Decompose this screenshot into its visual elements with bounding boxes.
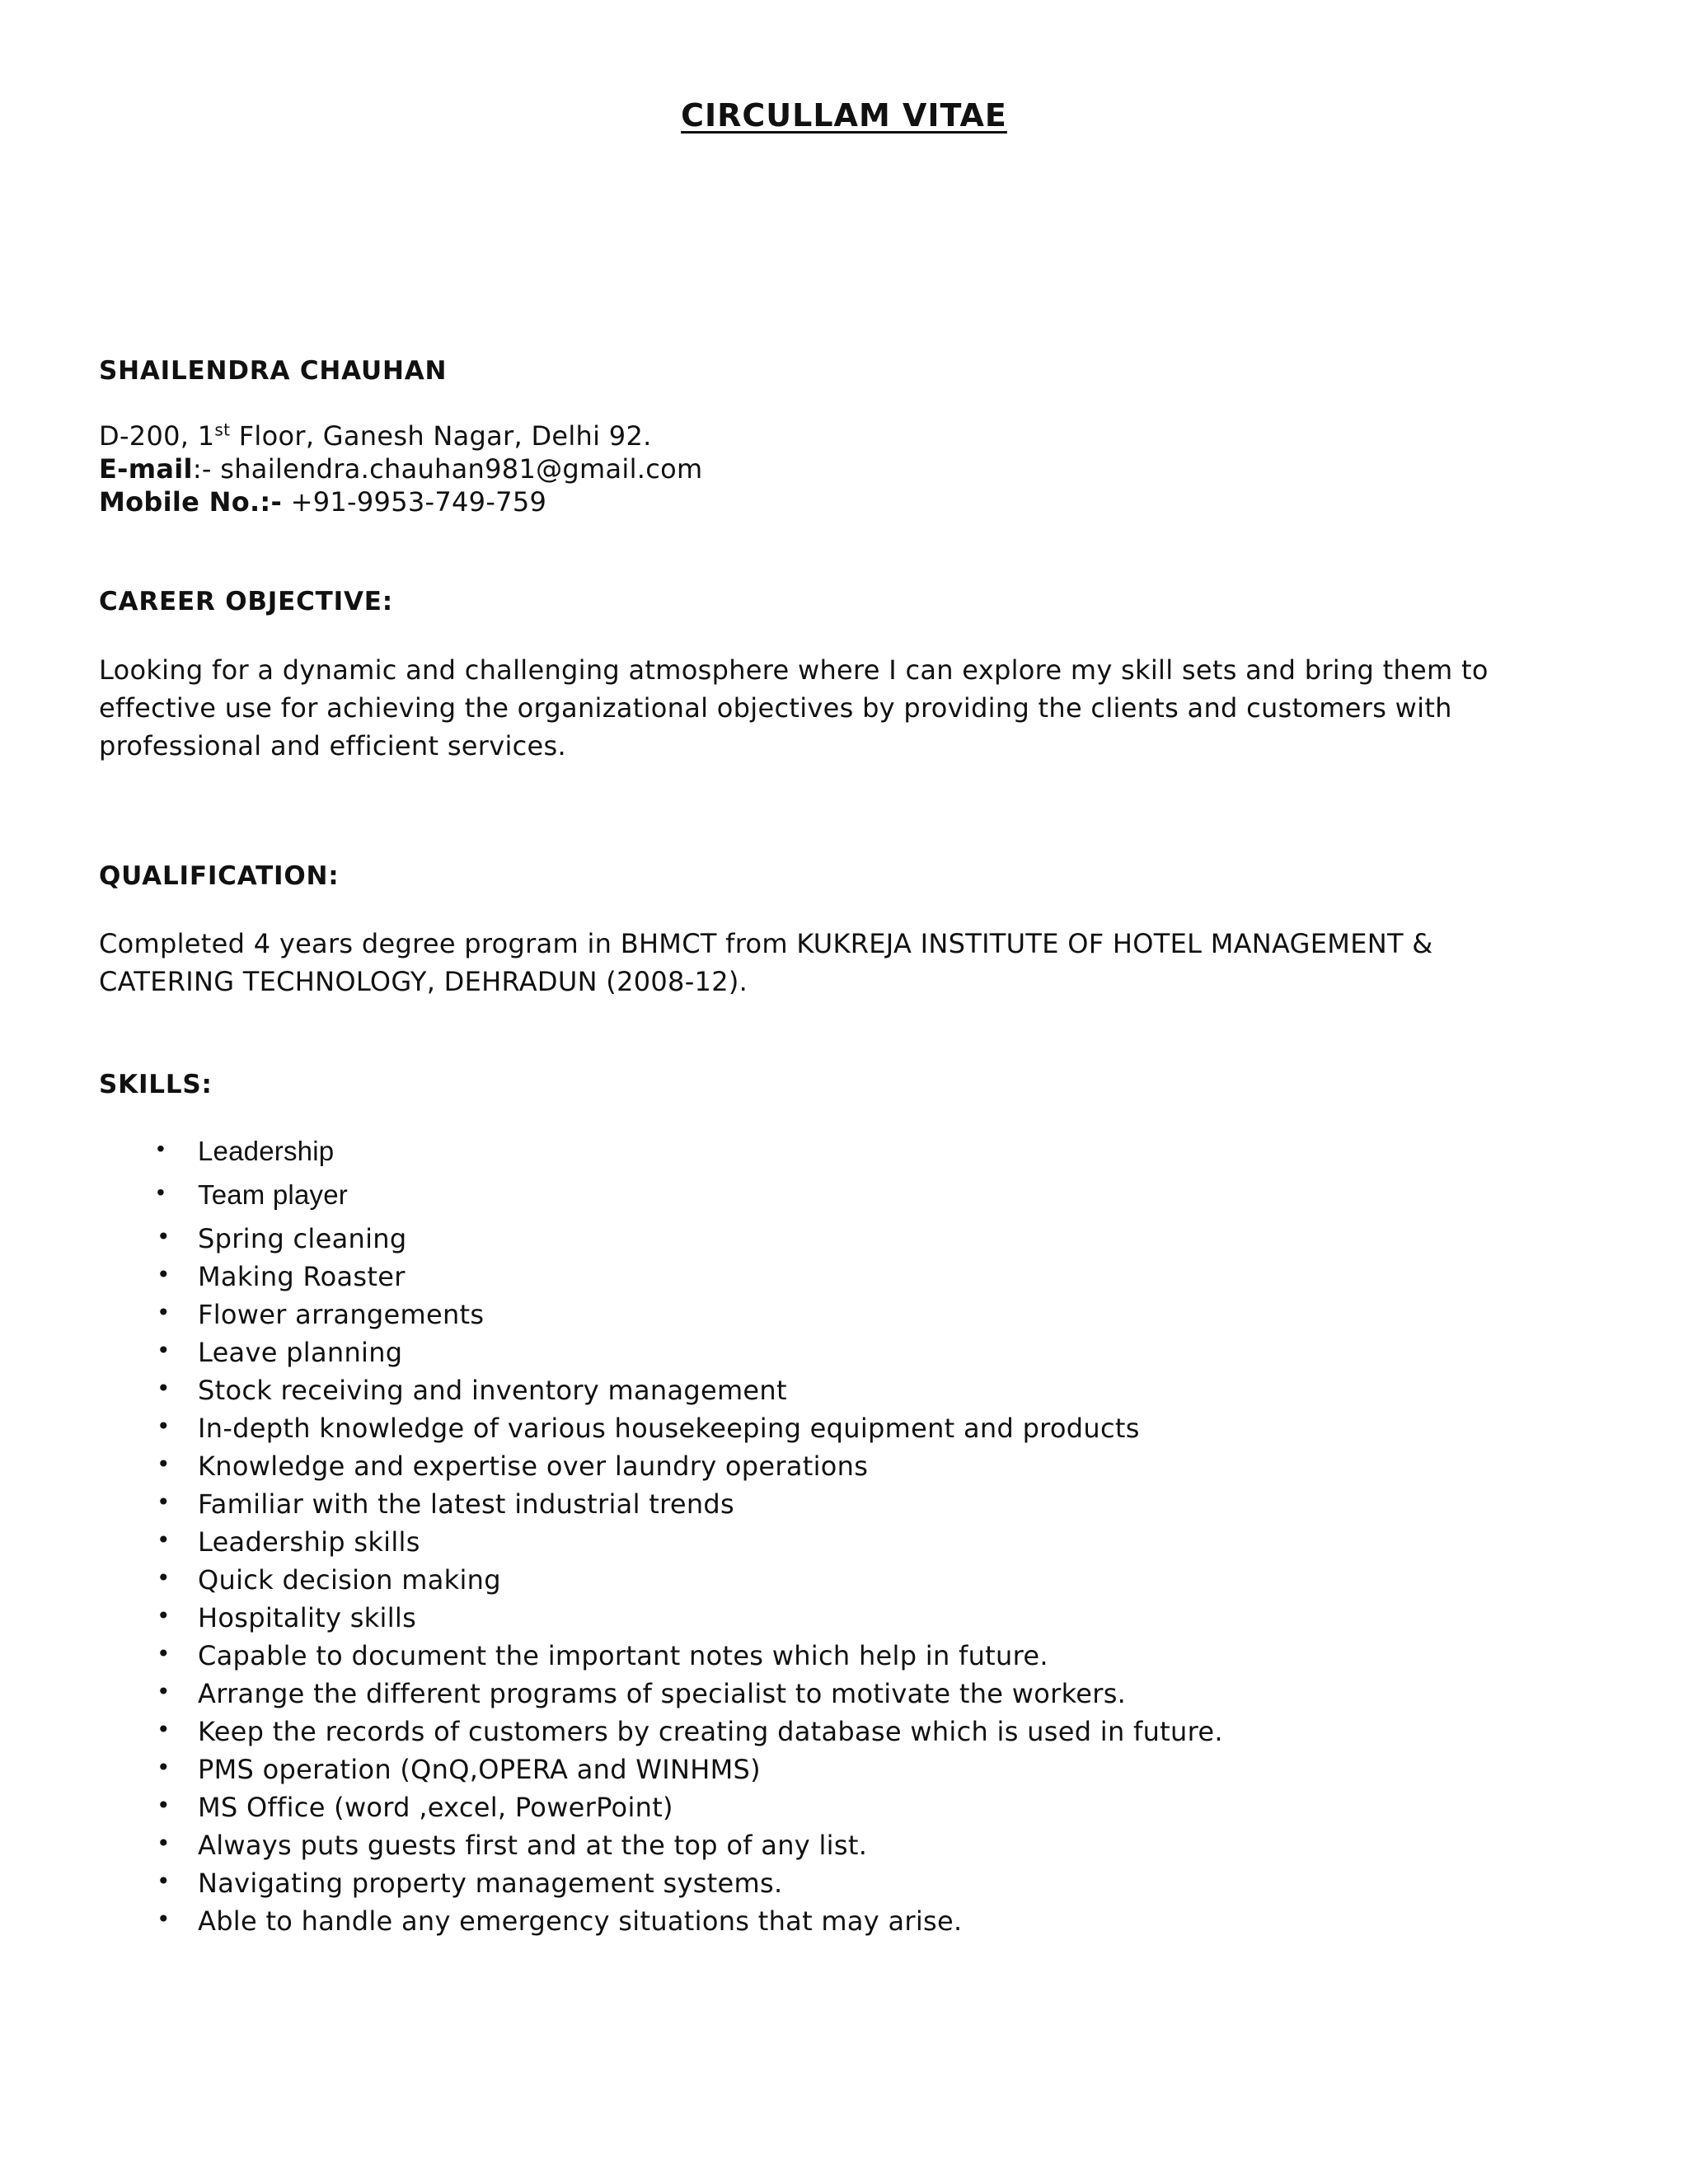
skills-heading: SKILLS: xyxy=(99,1070,213,1099)
bullet-icon: • xyxy=(157,1136,166,1161)
career-line: Looking for a dynamic and challenging atmosphere where I can explore my skill sets and bring them to xyxy=(99,654,1489,686)
bullet-icon: • xyxy=(157,1640,171,1667)
qualification-text xyxy=(99,925,1550,1001)
qualification-heading: QUALIFICATION: xyxy=(99,861,340,891)
bullet-icon: • xyxy=(157,1488,171,1516)
mobile-label: Mobile No.:- xyxy=(99,486,283,518)
qualification-line: Completed 4 years degree program in BHMCT from KUKREJA INSTITUTE OF HOTEL MANAGEMENT & xyxy=(99,928,1433,959)
bullet-icon: • xyxy=(157,1830,171,1857)
bullet-icon: • xyxy=(157,1754,171,1781)
bullet-icon: • xyxy=(157,1526,171,1554)
email-value: :- shailendra.chauhan981@gmail.com xyxy=(192,453,703,485)
bullet-icon: • xyxy=(157,1716,171,1743)
applicant-name: SHAILENDRA CHAUHAN xyxy=(99,356,448,386)
bullet-icon: • xyxy=(157,1451,171,1478)
email-label: E-mail xyxy=(99,453,193,485)
career-line: effective use for achieving the organizational objectives by providing the clients and customers with xyxy=(99,692,1452,724)
bullet-icon: • xyxy=(157,1299,171,1326)
bullet-icon: • xyxy=(157,1375,171,1402)
bullet-icon: • xyxy=(157,1564,171,1591)
bullet-icon: • xyxy=(157,1413,171,1440)
bullet-icon: • xyxy=(157,1223,171,1250)
bullet-icon: • xyxy=(157,1905,171,1933)
career-line: professional and efficient services. xyxy=(99,730,566,762)
bullet-icon: • xyxy=(157,1261,171,1288)
bullet-icon: • xyxy=(157,1792,171,1819)
bullet-icon: • xyxy=(157,1179,166,1205)
career-objective-heading: CAREER OBJECTIVE: xyxy=(99,587,393,616)
bullet-icon: • xyxy=(157,1868,171,1895)
address-line: D-200, 1st Floor, Ganesh Nagar, Delhi 92. xyxy=(99,419,652,452)
document-title: CIRCULLAM VITAE xyxy=(681,97,1007,134)
career-objective-text xyxy=(99,651,1550,765)
mobile-line xyxy=(99,486,546,518)
qualification-line: CATERING TECHNOLOGY, DEHRADUN (2008-12). xyxy=(99,966,748,997)
resume-page: CIRCULLAM VITAE SHAILENDRA CHAUHAN D-200, 1st Floor, Ganesh Nagar, Delhi 92. E-mail:- shailendra.chauhan981@gmail.com Mobile No.:- +91-9953-749-759 CAREER OBJECTIVE: Looking for a dynamic and challenging atmosphere where I can explore my skill sets and bring them to effective use for achieving the organizational objectives by providing the clients and customers with professional and efficient services. QUALIFICATION: Completed 4 years degree program in BHMCT from KUKREJA INSTITUTE OF HOTEL MANAGEMENT & CATERING TECHNOLOGY, DEHRADUN (2008-12). SKILLS: • Leadership • Team player • Spring cleaning • Making Roaster • Flower arrangements • Leave planning • Stock receiving and inventory management • In-depth knowledge of various housekeeping equipment and products • Knowledge and expertise over laundry operations • Familiar with the latest industrial trends • Leadership skills • Quick decision making • Hospitality skills • Capable to document the important notes which help in future. • Arrange the different programs of specialist to motivate the workers. • Keep the records of customers by creating database which is used in future. • PMS operation (QnQ,OPERA and WINHMS) • MS Office (word ,excel, PowerPoint) • Always puts guests first and at the top of any list. • Navigating property management systems. • Able to handle any emergency situations that may arise. xyxy=(0,0,1688,2184)
email-line xyxy=(99,453,703,485)
mobile-value: +91-9953-749-759 xyxy=(282,486,547,518)
bullet-icon: • xyxy=(157,1602,171,1629)
bullet-icon: • xyxy=(157,1337,171,1364)
bullet-icon: • xyxy=(157,1678,171,1705)
